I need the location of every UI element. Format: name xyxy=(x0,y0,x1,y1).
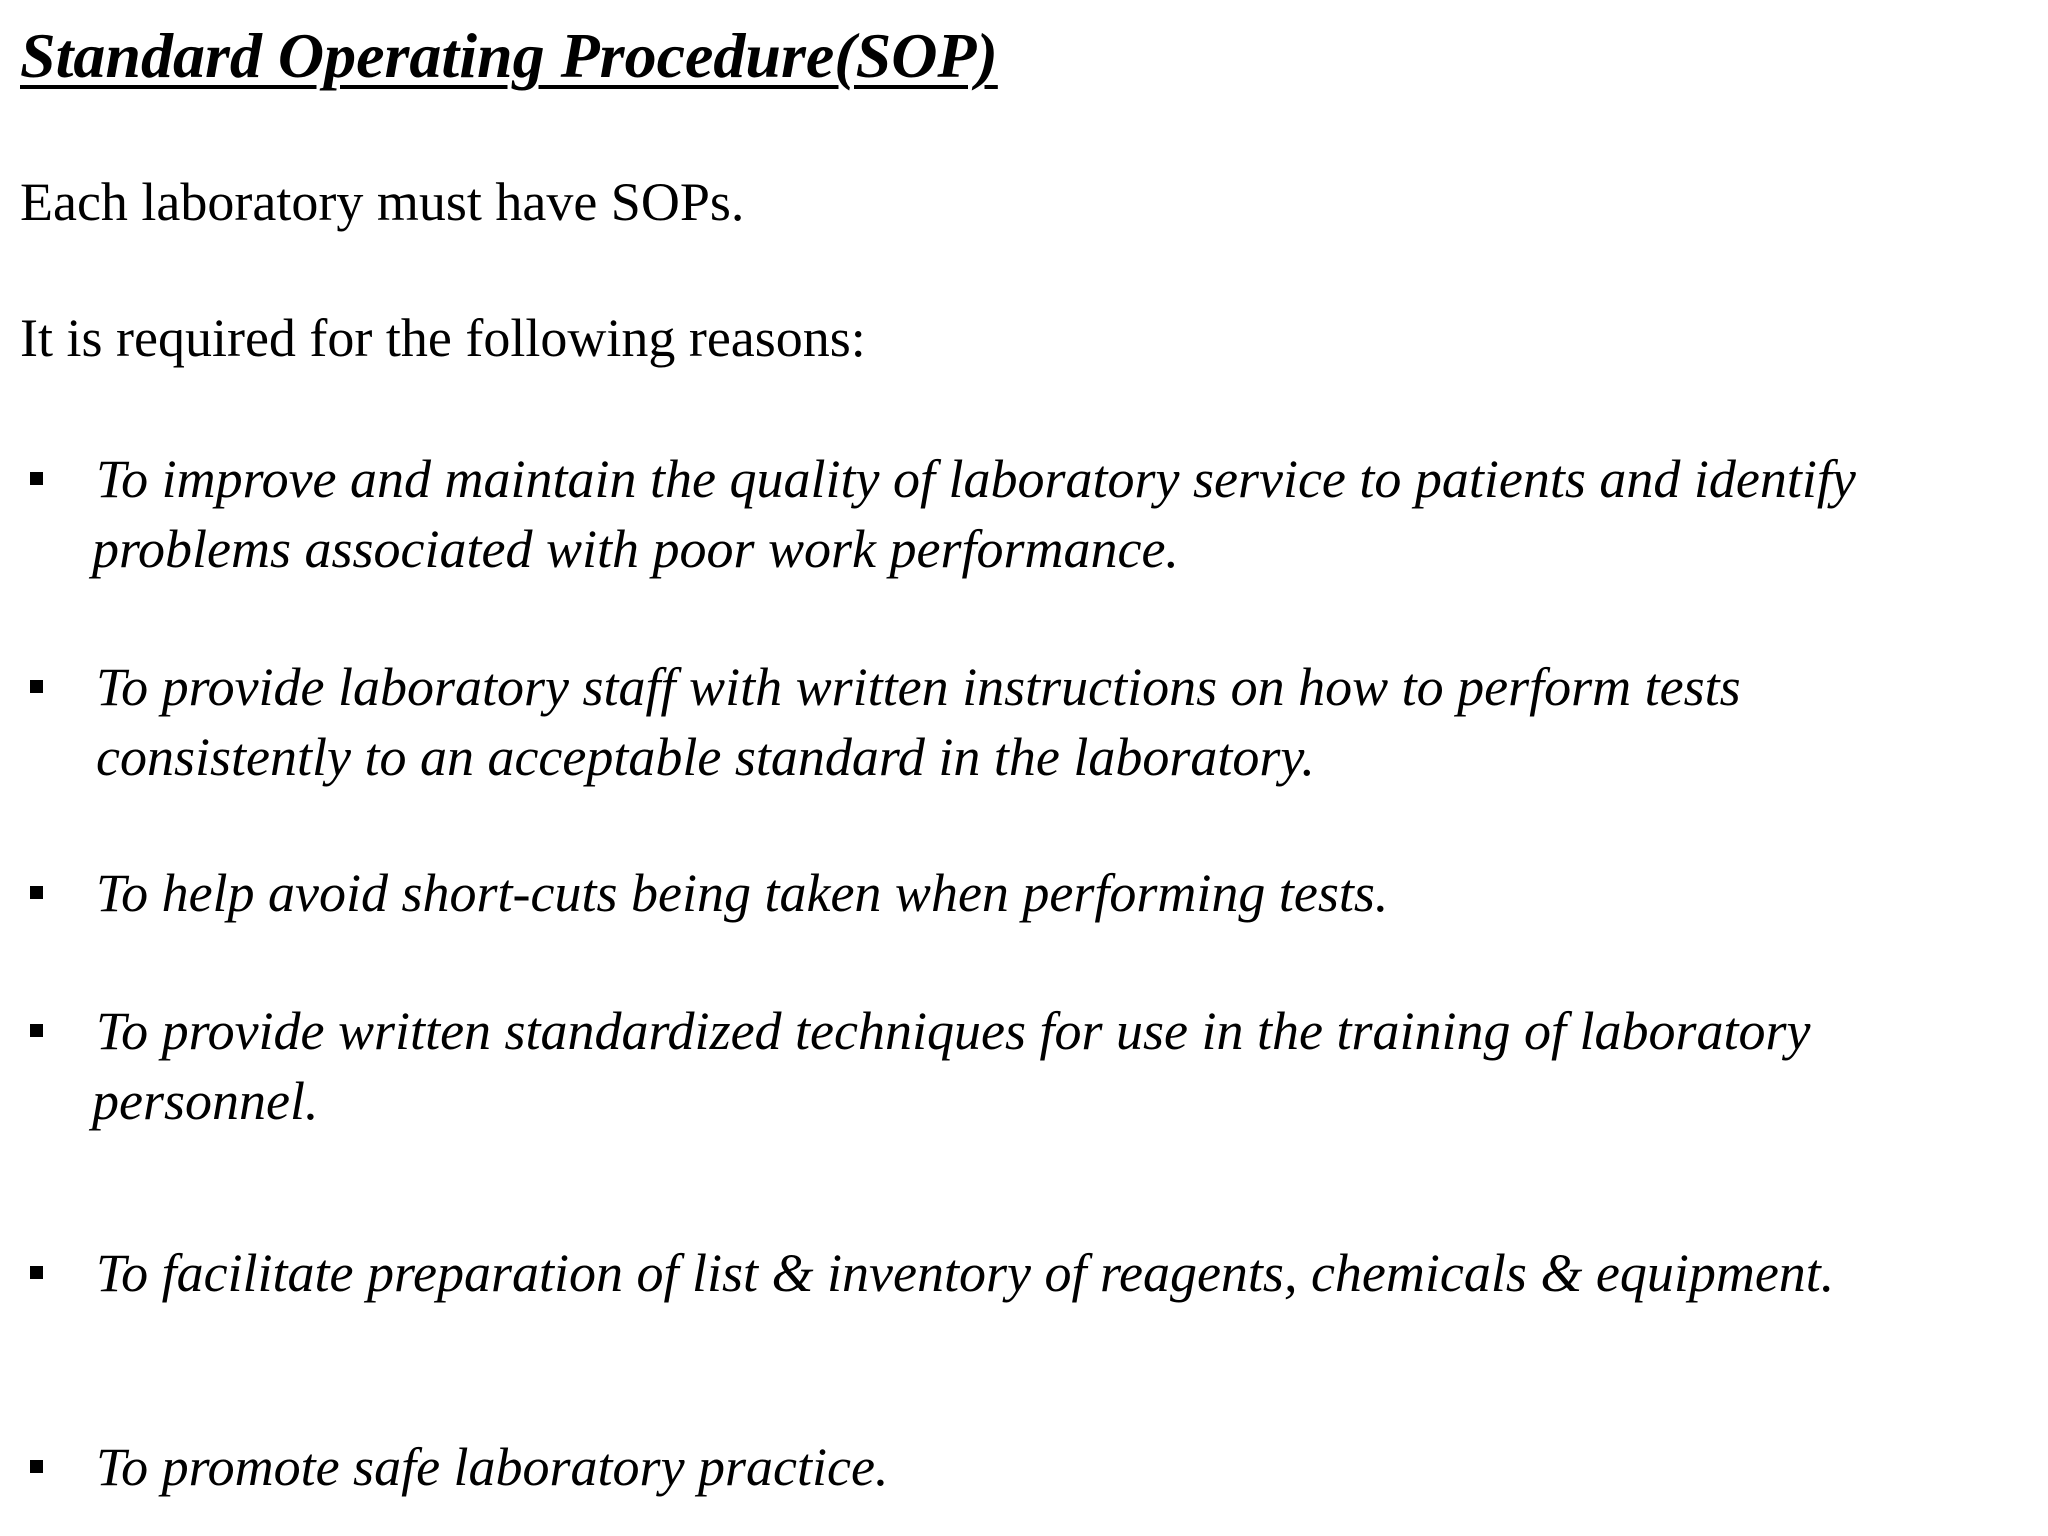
bullet-line: To help avoid short-cuts being taken when performing tests. xyxy=(96,863,1389,923)
square-bullet-icon xyxy=(30,472,43,485)
bullet-text xyxy=(96,652,2016,792)
square-bullet-icon xyxy=(30,1266,43,1279)
bullet-text xyxy=(96,1238,2016,1308)
bullet-line: consistently to an acceptable standard in the laboratory. xyxy=(96,727,1315,787)
page-title: Standard Operating Procedure(SOP) xyxy=(20,20,998,91)
bullet-line: To facilitate preparation of list & inventory of reagents, chemicals & equipment. xyxy=(96,1243,1835,1303)
bullet-text xyxy=(92,444,2016,584)
intro-text: Each laboratory must have SOPs. xyxy=(20,172,745,232)
bullet-line: To provide written standardized techniques for use in the training of laboratory xyxy=(96,1001,1811,1061)
bullet-line: To improve and maintain the quality of laboratory service to patients and identify xyxy=(96,449,1856,509)
bullet-text xyxy=(92,996,2016,1136)
square-bullet-icon xyxy=(30,680,43,693)
square-bullet-icon xyxy=(30,886,43,899)
bullet-text xyxy=(96,1432,2016,1502)
square-bullet-icon xyxy=(30,1460,43,1473)
bullet-line: problems associated with poor work performance. xyxy=(92,519,1179,579)
bullet-line: To provide laboratory staff with written instructions on how to perform tests xyxy=(96,657,1741,717)
bullet-text xyxy=(96,858,2016,928)
bullet-line: personnel. xyxy=(92,1071,319,1131)
lead-text: It is required for the following reasons: xyxy=(20,308,866,368)
bullet-line: To promote safe laboratory practice. xyxy=(96,1437,889,1497)
square-bullet-icon xyxy=(30,1024,43,1037)
